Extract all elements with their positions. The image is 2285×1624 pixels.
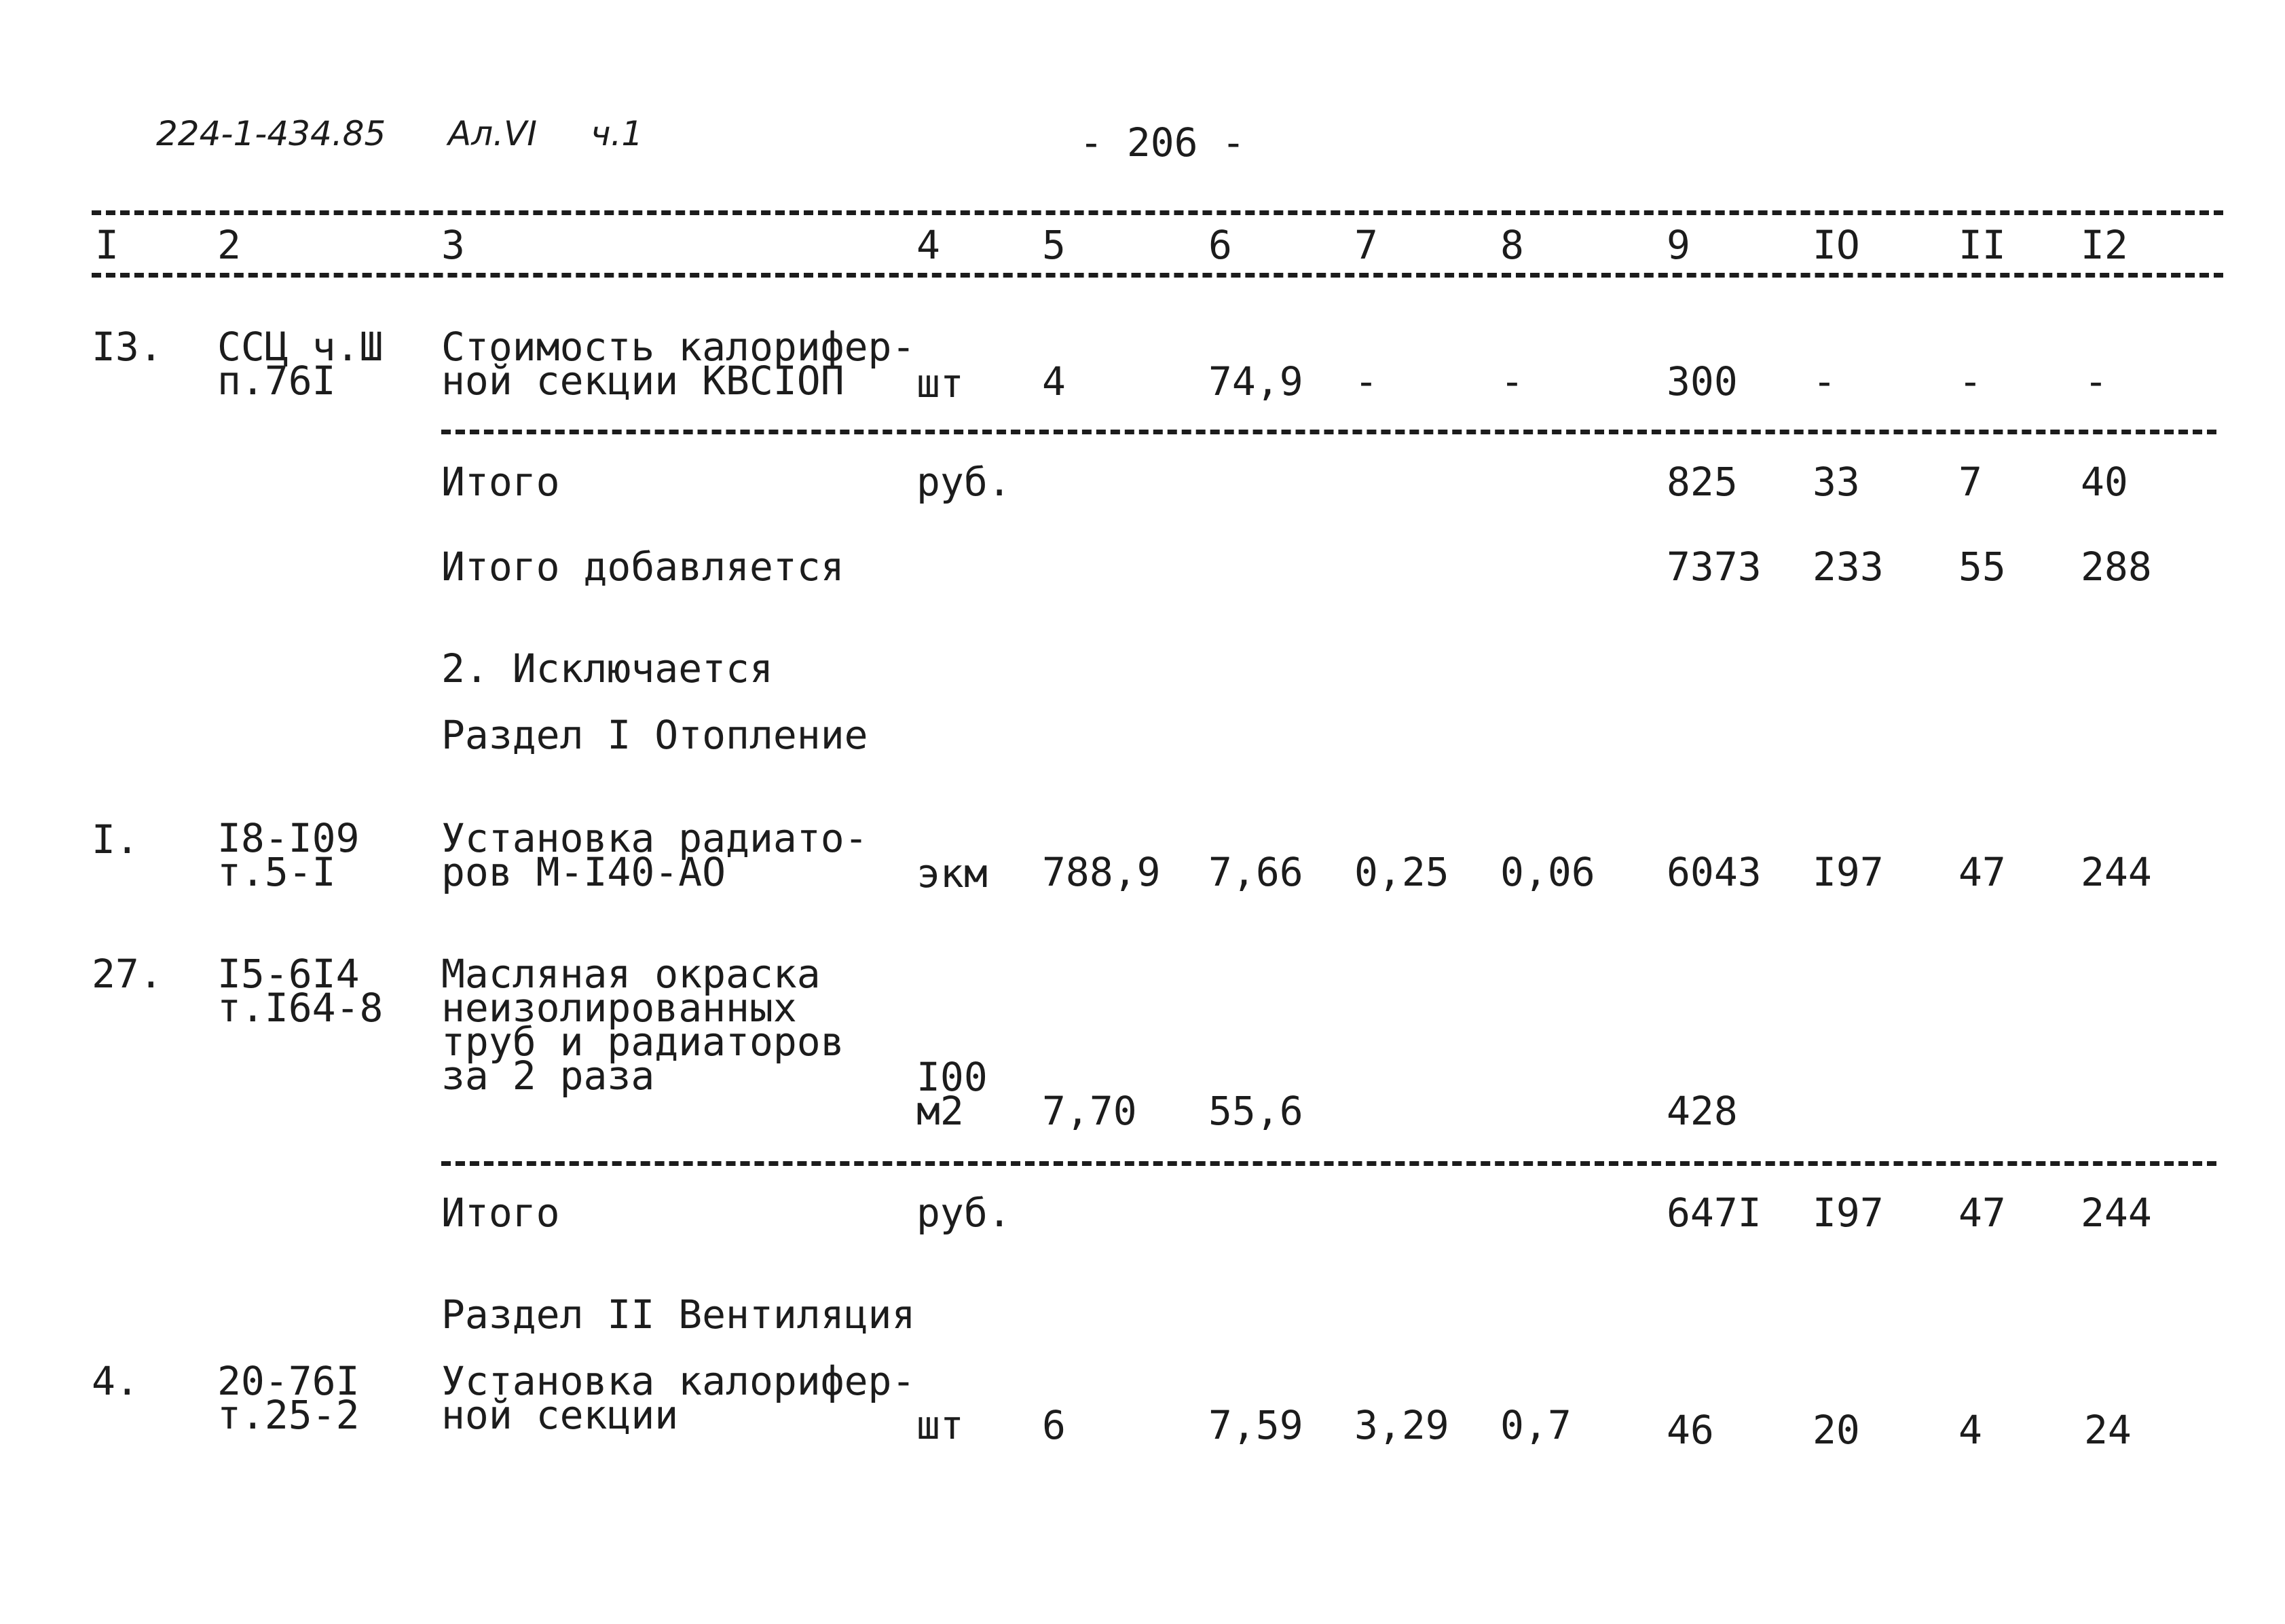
header-top-rule [92,210,2223,215]
column-header: 2 [217,222,241,268]
section-heading: 2. Исключается [441,645,773,692]
unit: м2 [916,1088,964,1134]
album-number: Ал.VI [448,114,538,153]
unit: шт [916,360,964,407]
total-label: Итого добавляется [441,544,844,590]
document-reference: 224-1-434.85 [156,114,386,153]
section-heading: Раздел I Отопление [441,712,868,758]
unit: руб. [916,1190,1011,1236]
work-description: за 2 раза [441,1053,655,1099]
cell-col-7: 0,25 [1354,849,1449,895]
cell-col-10: 20 [1813,1407,1860,1453]
column-header: 3 [441,222,465,268]
cell-col-10: I97 [1813,1190,1884,1236]
column-header: 7 [1354,222,1378,268]
rate-code: I8-I09 [217,815,360,861]
rate-code: ССЦ ч.Ш [217,324,384,370]
work-description: ной секции КВСIОП [441,358,844,404]
column-header: I2 [2081,222,2128,268]
work-description: труб и радиаторов [441,1019,844,1065]
unit: I00 [916,1054,988,1100]
cell-col-12: 244 [2081,1190,2152,1236]
column-header: 6 [1208,222,1232,268]
cell-col-5: 6 [1042,1402,1066,1448]
rate-code: т.25-2 [217,1392,360,1438]
cell-col-5: 7,70 [1042,1088,1137,1134]
cell-col-12: 24 [2084,1407,2132,1453]
work-description: неизолированных [441,985,797,1031]
work-description: ров М-I40-АО [441,849,726,895]
header-bottom-rule [92,273,2223,278]
work-description: Установка калорифер- [441,1358,916,1404]
column-header: II [1958,222,2006,268]
total-label: Итого [441,459,560,505]
cell-col-11: 55 [1958,544,2006,590]
row-number: 4. [92,1358,139,1404]
cell-col-10: 33 [1813,459,1860,505]
cell-col-8: - [1500,358,1524,404]
cell-col-9: 428 [1667,1088,1738,1134]
cell-col-9: 7373 [1667,544,1762,590]
cell-col-9: 46 [1667,1407,1714,1453]
cell-col-11: 47 [1958,1190,2006,1236]
cell-col-12: 40 [2081,459,2128,505]
cell-col-10: - [1813,358,1836,404]
cell-col-11: - [1958,358,1982,404]
cell-col-6: 74,9 [1208,358,1303,404]
cell-col-8: 0,06 [1500,849,1595,895]
cell-col-6: 55,6 [1208,1088,1303,1134]
cell-col-9: 825 [1667,459,1738,505]
column-header: 4 [916,222,940,268]
cell-col-11: 4 [1958,1407,1982,1453]
subtotal-rule [441,1161,2216,1166]
cell-col-7: 3,29 [1354,1402,1449,1448]
cell-col-9: 300 [1667,358,1738,404]
cell-col-12: - [2084,358,2108,404]
part-number: ч.1 [591,114,644,153]
subtotal-rule [441,430,2216,434]
cell-col-12: 244 [2081,849,2152,895]
cell-col-10: 233 [1813,544,1884,590]
rate-code: 20-76I [217,1358,360,1404]
row-number: 27. [92,951,163,997]
cell-col-6: 7,59 [1208,1402,1303,1448]
column-header: 8 [1500,222,1524,268]
cell-col-9: 6043 [1667,849,1762,895]
work-description: ной секции [441,1392,679,1438]
page-number: - 206 - [1079,119,1246,166]
unit: экм [916,850,988,896]
cell-col-11: 47 [1958,849,2006,895]
unit: руб. [916,459,1011,505]
column-header: 9 [1667,222,1690,268]
column-header: IO [1813,222,1860,268]
total-label: Итого [441,1190,560,1236]
work-description: Установка радиато- [441,815,868,861]
column-header: I [95,222,119,268]
column-header: 5 [1042,222,1066,268]
cell-col-7: - [1354,358,1378,404]
row-number: I3. [92,324,163,370]
section-heading: Раздел II Вентиляция [441,1291,916,1338]
rate-code: т.5-I [217,849,336,895]
cell-col-6: 7,66 [1208,849,1303,895]
rate-code: I5-6I4 [217,951,360,997]
cell-col-11: 7 [1958,459,1982,505]
cell-col-5: 4 [1042,358,1066,404]
unit: шт [916,1402,964,1448]
row-number: I. [92,816,139,863]
cell-col-12: 288 [2081,544,2152,590]
cell-col-9: 647I [1667,1190,1762,1236]
cell-col-10: I97 [1813,849,1884,895]
cell-col-8: 0,7 [1500,1402,1572,1448]
cell-col-5: 788,9 [1042,849,1161,895]
rate-code: т.I64-8 [217,985,384,1031]
work-description: Стоимость калорифер- [441,324,916,370]
work-description: Масляная окраска [441,951,821,997]
rate-code: п.76I [217,358,336,404]
